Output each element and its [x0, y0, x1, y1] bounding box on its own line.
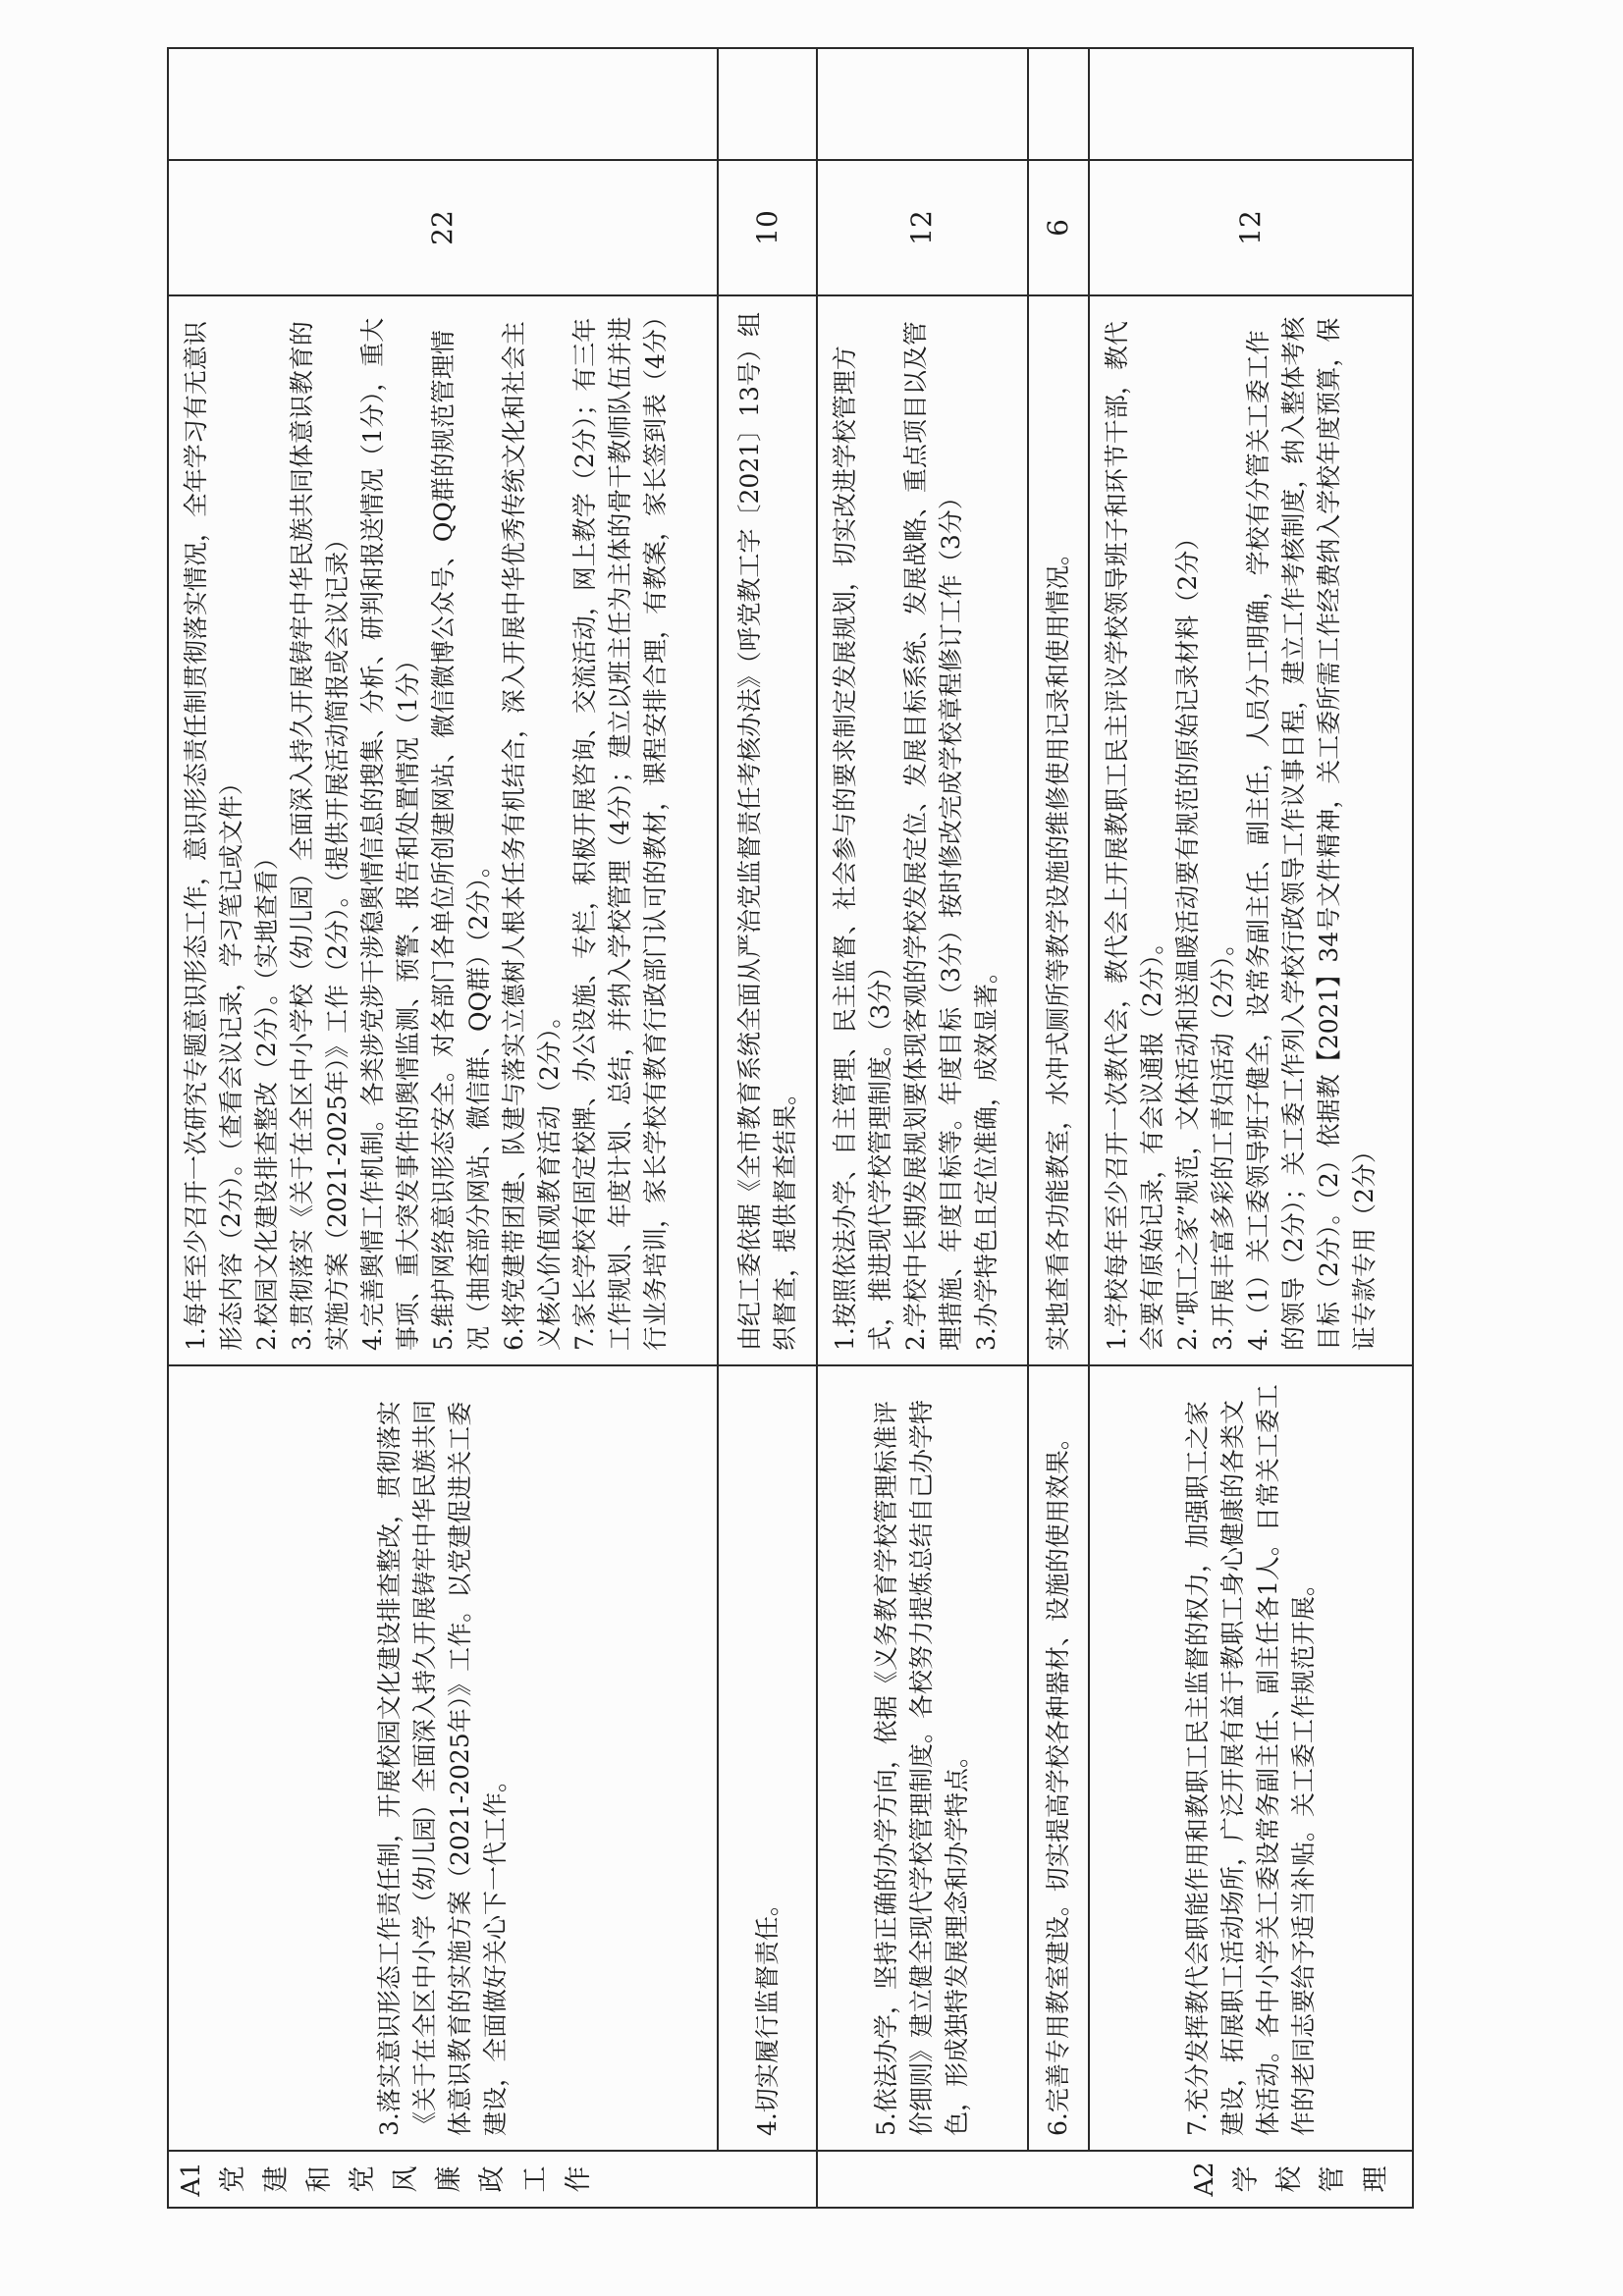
category-char: 党 — [348, 2165, 378, 2193]
content-text: 5.依法办学，坚持正确的办学方向，依据《义务教育学校管理标准评价细则》建立健全现代学校管理制度。各校努力提炼总结自己办学特色，形成独特发展理念和办学特点。 — [872, 1399, 972, 2136]
category-char: 工 — [520, 2165, 551, 2193]
score-cell: 12 — [1089, 160, 1413, 295]
blank-cell — [1089, 48, 1413, 160]
category-char: 建 — [261, 2165, 292, 2193]
method-cell — [168, 295, 718, 1365]
content-text: 3.落实意识形态工作责任制，开展校园文化建设排查整改，贯彻落实《关于在全区中小学（幼儿园）全面深入持久开展铸牢中华民族共同体意识教育的实施方案（2021-2025年）》工作。以党建促进关工委建设，全面做好关心下一代工作。 — [375, 1399, 511, 2136]
method-item: 5.维护网络意识形态安全。对各部门各单位所创建网站、微信微博公众号、QQ群的规范管理情况（抽查部分网站、微信群、QQ群）（2分）。 — [429, 330, 493, 1351]
content-cell — [817, 1365, 1028, 2151]
blank-cell — [168, 48, 718, 160]
category-char: 和 — [304, 2165, 335, 2193]
method-item: 由纪工委依据《全市教育系统全面从严治党监督责任考核办法》（呼党教工字〔2021〕13号）组织督查，提供督查结果。 — [734, 312, 799, 1351]
category-code: A1 — [177, 2162, 206, 2197]
table-row — [817, 48, 1028, 2208]
content-cell — [718, 1365, 816, 2151]
content-text: 6.完善专用教室建设。切实提高学校各种器材、设施的使用效果。 — [1043, 1425, 1072, 2136]
method-cell — [1089, 295, 1413, 1365]
content-cell — [1089, 1365, 1413, 2151]
table-row — [718, 48, 816, 2208]
method-item: 7.家长学校有固定校牌、办公设施、专栏，积极开展咨询、交流活动，网上教学（2分）；有三年工作规划、年度计划、总结，并纳入学校管理（4分）；建立以班主任为主体的骨干教师队伍并进行业务培训，家长学校有教育行政部门认可的教材，课程安排合理，有教案，家长签到表（4分） — [570, 304, 670, 1351]
blank-cell — [1028, 48, 1089, 160]
category-char: 作 — [564, 2165, 594, 2193]
method-item: 2.“职工之家”规范，文体活动和送温暖活动要有规范的原始记录材料（2分） — [1172, 525, 1202, 1351]
method-cell — [1028, 295, 1089, 1365]
category-char: 校 — [1274, 2165, 1305, 2193]
method-cell — [817, 295, 1028, 1365]
evaluation-table — [167, 47, 1414, 2209]
category-char: 风 — [391, 2165, 421, 2193]
content-cell — [168, 1365, 718, 2151]
score-cell: 22 — [168, 160, 718, 295]
category-char: 学 — [1231, 2165, 1262, 2193]
method-item: 6.将党建带团建、队建与落实立德树人根本任务有机结合，深入开展中华优秀传统文化和社会主义核心价值观教育活动（2分）。 — [500, 321, 564, 1351]
table-row — [1028, 48, 1089, 2208]
method-item: 4.完善舆情工作机制。各类涉党涉干涉稳舆情信息的搜集、分析、研判和报送情况（1分），重大事项、重大突发事件的舆情监测、预警、报告和处置情况（1分） — [358, 317, 422, 1351]
content-text: 4.切实履行监督责任。 — [752, 1892, 782, 2136]
score-cell: 6 — [1028, 160, 1089, 295]
table-row — [1089, 48, 1413, 2208]
category-char: 党 — [218, 2165, 248, 2193]
category-char: 理 — [1361, 2165, 1391, 2193]
category-code: A2 — [1190, 2162, 1219, 2197]
method-cell — [718, 295, 816, 1365]
content-cell — [1028, 1365, 1089, 2151]
method-item: 3.办学特色且定位准确，成效显著。 — [971, 959, 1001, 1351]
method-item: 1.每年至少召开一次研究专题意识形态工作，意识形态责任制贯彻落实情况，全年学习有无意识形态内容（2分）。（查看会议记录，学习笔记或文件） — [182, 321, 245, 1351]
blank-cell — [817, 48, 1028, 160]
method-item: 2.学校中长期发展规划要体现客观的学校发展定位、发展目标系统、发展战略、重点项目以及管理措施、年度目标等。年度目标（3分）按时修改完成学校章程修订工作（3分） — [900, 321, 965, 1351]
method-item: 1.学校每年至少召开一次教代会，教代会上开展教职工民主评议学校领导班子和环节干部，教代会要有原始记录，有会议通报（2分）。 — [1102, 321, 1166, 1351]
rotated-table-wrapper — [167, 49, 1414, 2209]
category-char: 政 — [477, 2165, 508, 2193]
category-char: 管 — [1318, 2165, 1348, 2193]
method-item: 1.按照依法办学、自主管理、民主监督、社会参与的要求制定发展规划，切实改进学校管理方式，推进现代学校管理制度。（3分） — [830, 346, 894, 1351]
category-cell-a2 — [817, 2151, 1413, 2208]
content-text: 7.充分发挥教代会职能作用和教职工民主监督的权力，加强职工之家建设，拓展职工活动场所，广泛开展有益于教职工身心健康的各类文体活动。各中小学关工委设常务副主任、副主任各1人。日常关工委工作的老同志要给予适当补贴。关工委工作规范开展。 — [1182, 1384, 1318, 2136]
method-item: 2.校园文化建设排查整改（2分）。（实地查看） — [252, 845, 281, 1351]
table-row — [168, 48, 718, 2208]
method-item: 4.（1）关工委领导班子健全，设常务副主任、副主任，人员分工明确，学校有分管关工委工作的领导（2分）；关工委工作列入学校行政领导工作议事日程，建立工作考核制度，纳入整体考核目标（2分）。（2）依据教【2021】34号文件精神，关工委所需工作经费纳入学校年度预算，保证专款专用（2分） — [1243, 316, 1379, 1351]
method-item: 实地查看各功能教室，水冲式厕所等教学设施的维修使用记录和使用情况。 — [1043, 540, 1072, 1351]
category-cell-a1 — [168, 2151, 817, 2208]
category-char: 廉 — [434, 2165, 464, 2193]
score-cell: 10 — [718, 160, 816, 295]
score-cell: 12 — [817, 160, 1028, 295]
method-item: 3.贯彻落实《关于在全区中小学校（幼儿园）全面深入持久开展铸牢中华民族共同体意识教育的实施方案（2021-2025年）》工作（2分）。（提供开展活动简报或会议记录） — [288, 321, 352, 1351]
blank-cell — [718, 48, 816, 160]
method-item: 3.开展丰富多彩的工青妇活动（2分）。 — [1208, 931, 1237, 1351]
